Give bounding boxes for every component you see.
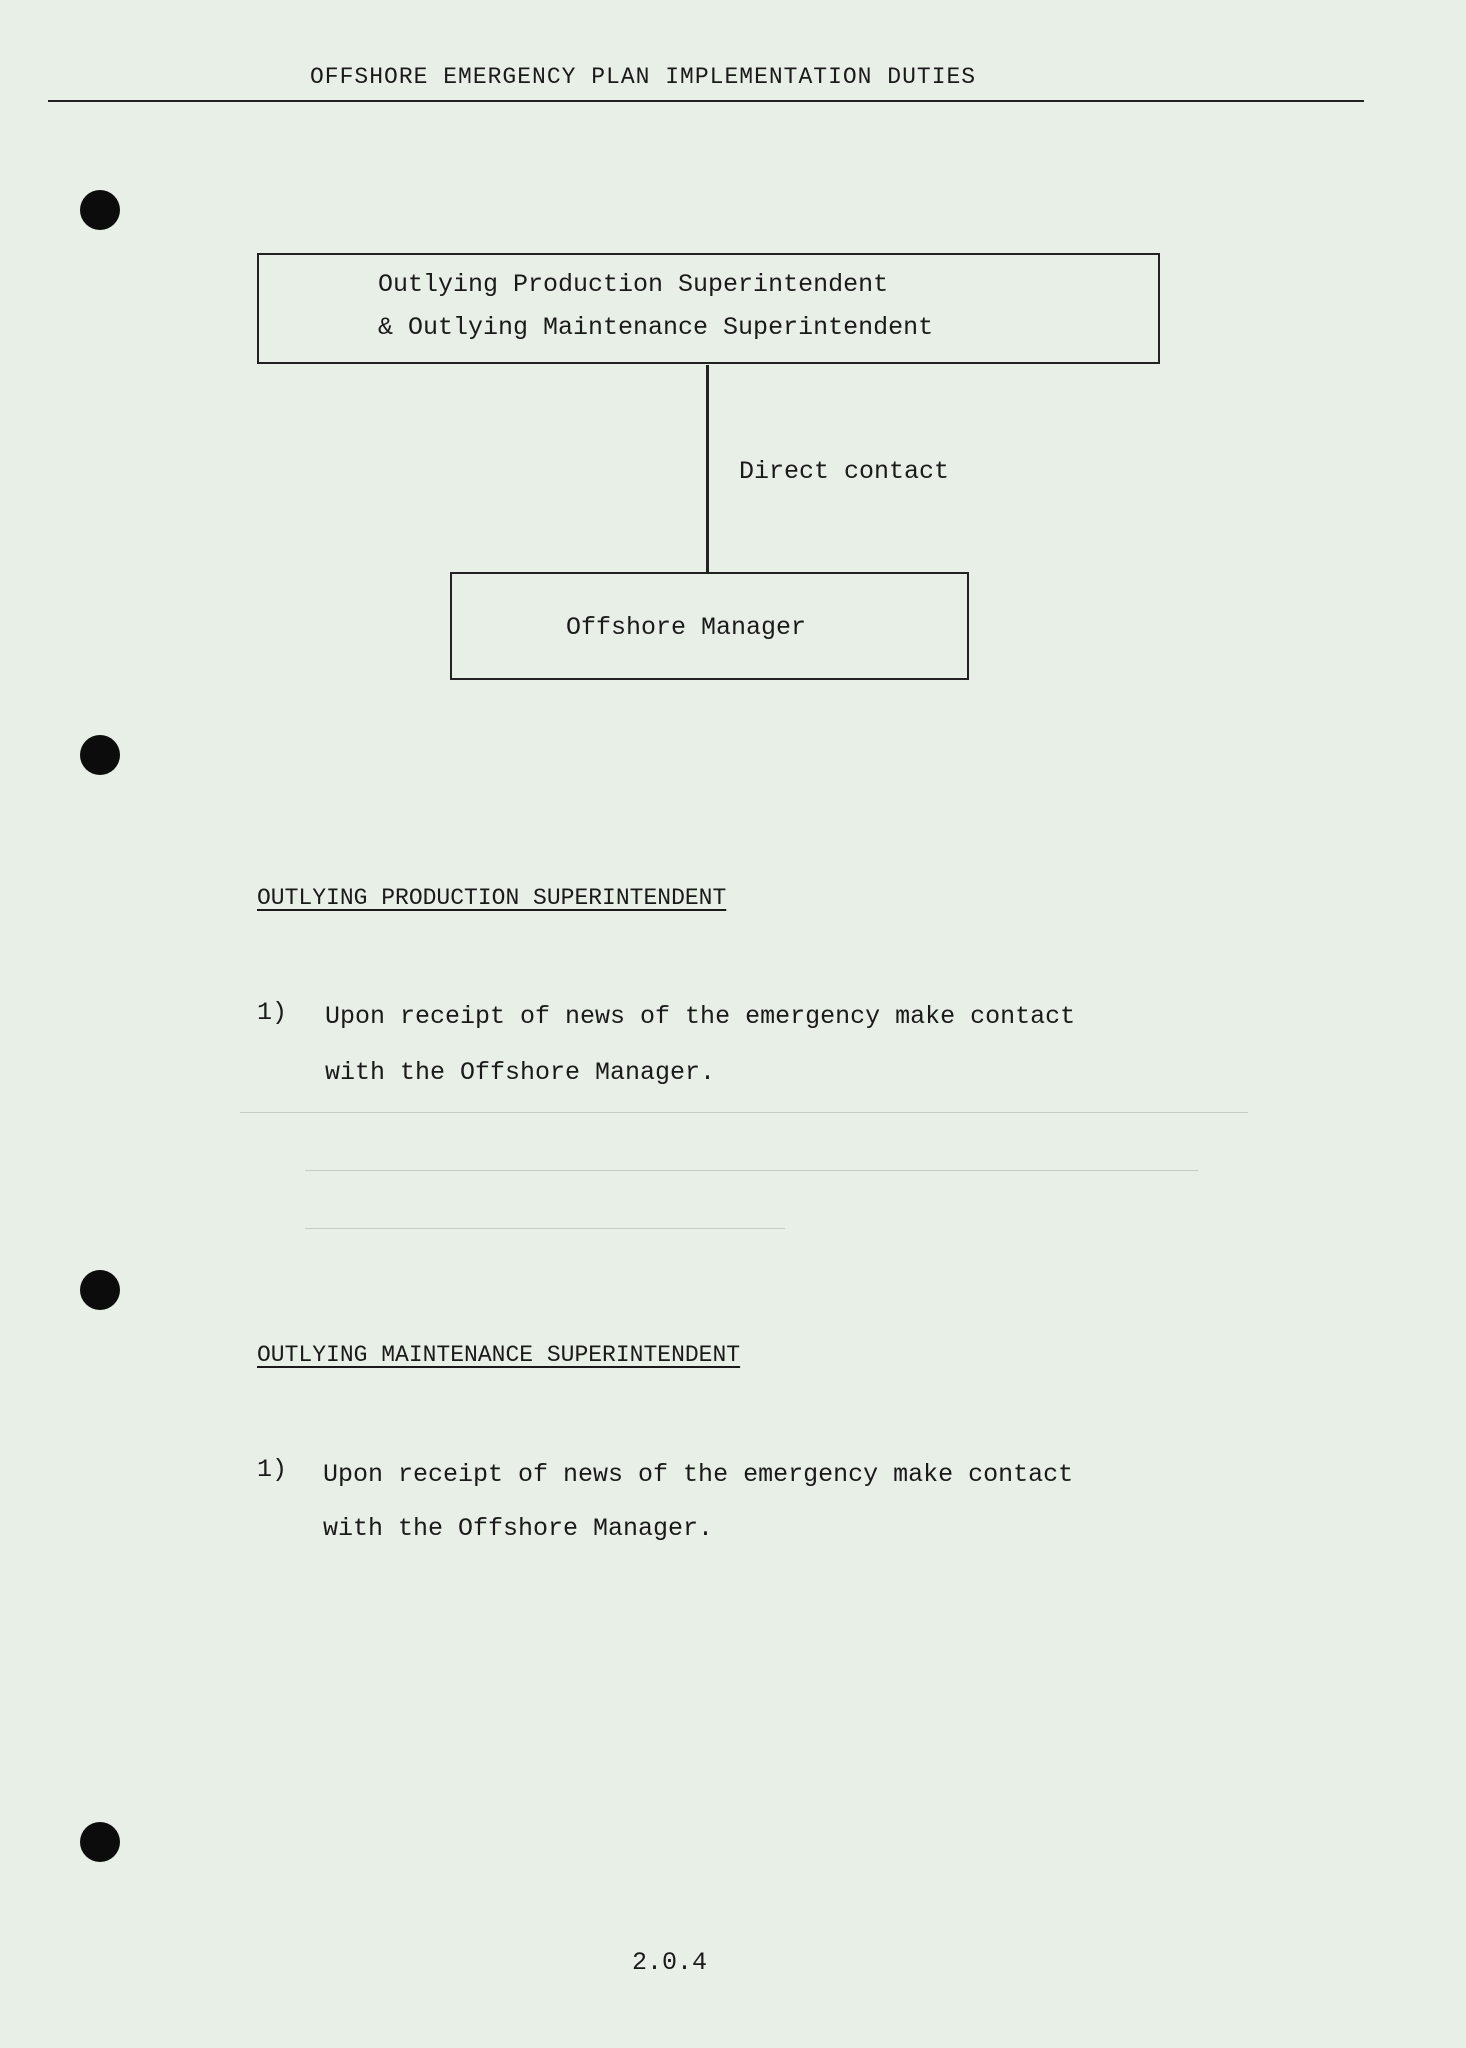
punch-hole-icon <box>80 735 120 775</box>
connector-label: Direct contact <box>739 457 950 486</box>
diagram-connector-line <box>706 365 709 572</box>
header-divider <box>48 100 1364 102</box>
item-text-line: with the Offshore Manager. <box>323 1514 714 1543</box>
item-text-line: with the Offshore Manager. <box>325 1058 716 1087</box>
page-number: 2.0.4 <box>632 1948 708 1977</box>
punch-hole-icon <box>80 190 120 230</box>
offshore-manager-label: Offshore Manager <box>566 613 807 642</box>
section-heading-production: OUTLYING PRODUCTION SUPERINTENDENT <box>257 885 727 911</box>
punch-hole-icon <box>80 1822 120 1862</box>
faint-rule <box>240 1112 1248 1113</box>
faint-rule <box>305 1228 785 1229</box>
page-title: OFFSHORE EMERGENCY PLAN IMPLEMENTATION DUTIES <box>310 64 977 90</box>
faint-rule <box>305 1170 1198 1171</box>
item-number: 1) <box>257 1455 288 1484</box>
superintendents-box-line1: Outlying Production Superintendent <box>378 270 889 299</box>
item-text-line: Upon receipt of news of the emergency make contact <box>323 1460 1074 1489</box>
item-text-line: Upon receipt of news of the emergency make contact <box>325 1002 1076 1031</box>
superintendents-box-line2: & Outlying Maintenance Superintendent <box>378 313 934 342</box>
item-number: 1) <box>257 998 288 1027</box>
section-heading-maintenance: OUTLYING MAINTENANCE SUPERINTENDENT <box>257 1342 741 1368</box>
punch-hole-icon <box>80 1270 120 1310</box>
